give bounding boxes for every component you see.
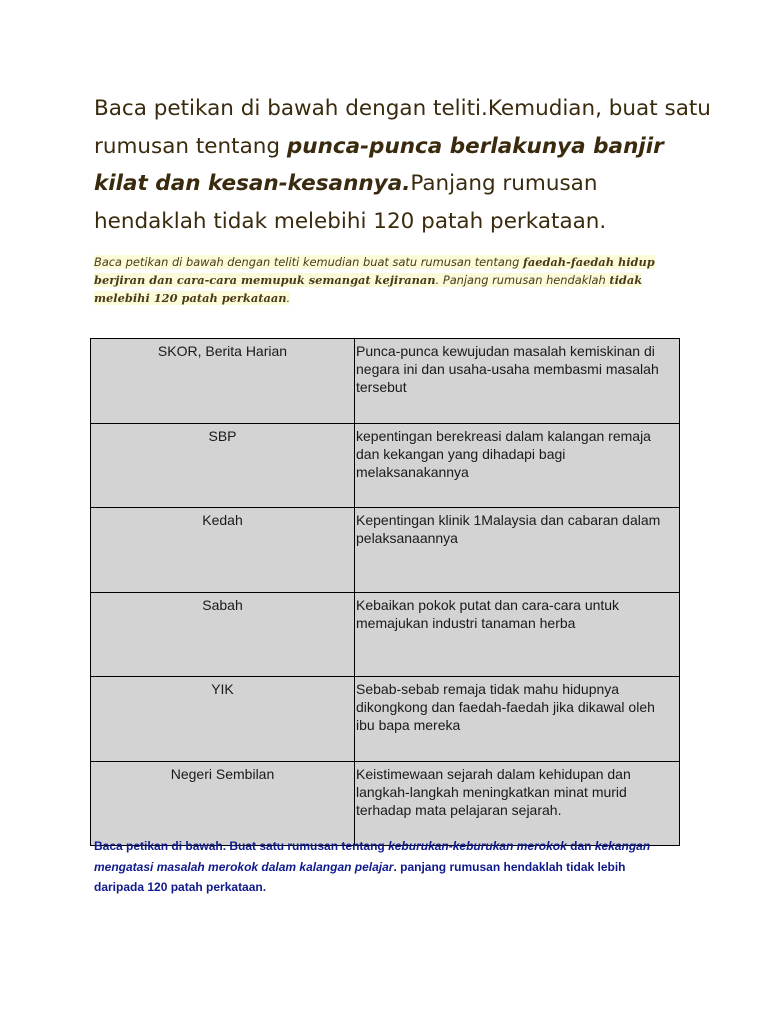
bottom-instruction xyxy=(94,836,654,898)
table-cell-topic: kepentingan berekreasi dalam kalangan remaja dan kekangan yang dihadapi bagi melaksanakannya xyxy=(355,423,680,508)
table-row xyxy=(91,339,680,424)
table-row xyxy=(91,592,680,677)
heading-instruction xyxy=(94,90,714,240)
table-cell-topic: Kepentingan klinik 1Malaysia dan cabaran dalam pelaksanaannya xyxy=(355,508,680,593)
note-text-middle: . Panjang rumusan hendaklah xyxy=(435,273,610,287)
bottom-text-start: Baca petikan di bawah. Buat satu rumusan tentang xyxy=(94,839,389,853)
note-bold-topic: faedah-faedah hidup berjiran dan cara-cara memupuk semangat kejiranan xyxy=(94,255,655,287)
table-cell-source: Kedah xyxy=(91,508,355,593)
bottom-text-end: . panjang rumusan hendaklah tidak lebih daripada 120 patah perkataan. xyxy=(94,859,626,894)
table-cell-source: Negeri Sembilan xyxy=(91,761,355,846)
highlighted-instruction xyxy=(94,253,694,307)
bottom-italic-topic: keburukan-keburukan merokok xyxy=(388,839,567,853)
bottom-text-and: dan xyxy=(566,839,595,853)
table-cell-source: YIK xyxy=(91,677,355,762)
note-text-end: . xyxy=(286,291,291,305)
table-row xyxy=(91,761,680,846)
table-row xyxy=(91,677,680,762)
heading-emphasis: punca-punca berlakunya banjir kilat dan kesan-kesannya. xyxy=(94,133,664,196)
table-row xyxy=(91,423,680,508)
table-cell-source: SKOR, Berita Harian xyxy=(91,339,355,424)
note-highlight xyxy=(94,255,655,305)
note-bold-limit: tidak melebihi 120 patah perkataan xyxy=(94,273,643,305)
note-text-start: Baca petikan di bawah dengan teliti kemudian buat satu rumusan tentang xyxy=(94,255,523,269)
topics-table xyxy=(90,338,680,846)
bottom-italic-constraint: kekangan mengatasi masalah merokok dalam kalangan pelajar xyxy=(94,839,651,874)
table-cell-topic: Kebaikan pokok putat dan cara-cara untuk memajukan industri tanaman herba xyxy=(355,592,680,677)
table-cell-topic: Punca-punca kewujudan masalah kemiskinan di negara ini dan usaha-usaha membasmi masalah tersebut xyxy=(355,339,680,424)
heading-text-start: Baca petikan di bawah dengan teliti.Kemudian, buat satu rumusan tentang xyxy=(94,96,711,159)
table-cell-source: Sabah xyxy=(91,592,355,677)
heading-text-end: Panjang rumusan hendaklah tidak melebihi 120 patah perkataan. xyxy=(94,171,607,234)
table-cell-source: SBP xyxy=(91,423,355,508)
table-row xyxy=(91,508,680,593)
table-cell-topic: Sebab-sebab remaja tidak mahu hidupnya dikongkong dan faedah-faedah jika dikawal oleh ibu bapa mereka xyxy=(355,677,680,762)
table-cell-topic: Keistimewaan sejarah dalam kehidupan dan langkah-langkah meningkatkan minat murid terhadap mata pelajaran sejarah. xyxy=(355,761,680,846)
